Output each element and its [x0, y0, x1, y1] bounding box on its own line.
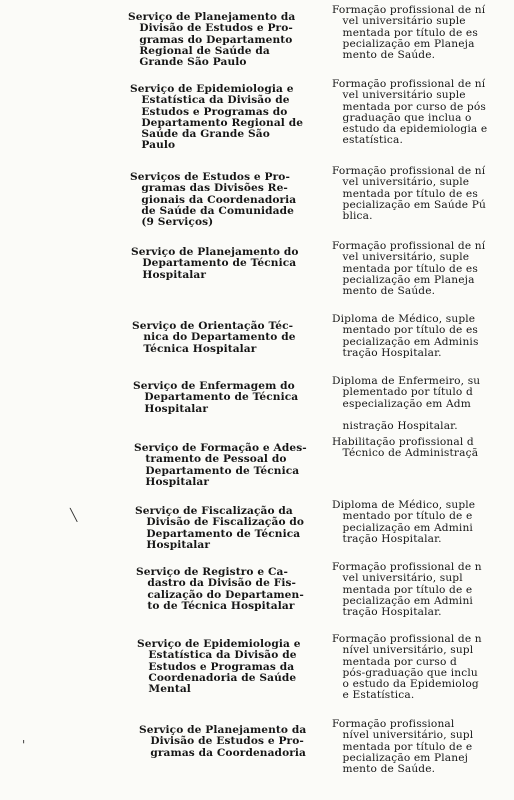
requisito-text: Formação profissional de n vel universitário, supl mentada por título de e pecialização em Admini tração Hospitalar.: [332, 561, 482, 619]
servico-name: Serviço de Planejamento da Divisão de Estudos e Pro- gramas do Departamento Regional de Saúde da Grande São Paulo: [128, 11, 296, 69]
requisito-text: Formação profissional de ní vel universitário, suple mentada por título de es pecialização em Planeja mento de Saúde.: [332, 240, 486, 298]
requisito-text: Diploma de Enfermeiro, su plementado por título d especialização em Adm nistração Hospitalar.: [332, 375, 481, 433]
requisito-text: Formação profissional de ní vel universitário suple mentada por curso de pós graduação que inclua o estudo da epidemiologia e estatística.: [332, 78, 488, 147]
servico-name: Serviço de Enfermagem do Departamento de Técnica Hospitalar: [133, 380, 299, 415]
stray-mark: ╲: [70, 508, 78, 522]
servico-name: Serviço de Planejamento da Divisão de Estudos e Pro- gramas da Coordenadoria: [139, 724, 307, 759]
requisito-text: Diploma de Médico, suple mentado por título de e pecialização em Admini tração Hospitalar.: [332, 499, 476, 545]
requisito-text: Formação profissional de ní vel universitário suple mentada por título de es pecialização em Planeja mento de Saúde.: [332, 4, 486, 62]
requisito-text: Formação profissional nível universitário, supl mentada por título de e pecialização em Planej mento de Saúde.: [332, 718, 474, 776]
servico-name: Serviço de Registro e Ca- dastro da Divisão de Fis- calização do Departamen- to de Técnica Hospitalar: [136, 566, 304, 612]
servico-name: Serviço de Planejamento do Departamento de Técnica Hospitalar: [131, 246, 299, 281]
servico-name: Serviço de Fiscalização da Divisão de Fiscalização do Departamento de Técnica Hospitalar: [135, 505, 305, 551]
requisito-text: Formação profissional de ní vel universitário, suple mentada por título de es pecialização em Saúde Pú blica.: [332, 165, 486, 223]
requisito-text: Diploma de Médico, suple mentado por título de es pecialização em Adminis tração Hospitalar.: [332, 313, 479, 359]
requisito-text: Formação profissional de n nível universitário, supl mentada por curso d pós-graduação que inclu o estudo da Epidemiolog e Estatística.: [332, 633, 482, 702]
stray-mark: ': [22, 738, 26, 752]
servico-name: Serviço de Orientação Téc- nica do Departamento de Técnica Hospitalar: [132, 320, 296, 355]
servico-name: Serviços de Estudos e Pro- gramas das Divisões Re- gionais da Coordenadoria de Saúde da Comunidade (9 Serviços): [130, 171, 297, 229]
servico-name: Serviço de Formação e Ades- tramento de Pessoal do Departamento de Técnica Hospitalar: [134, 442, 307, 488]
requisito-text: Habilitação profissional d Técnico de Administraçã: [332, 436, 479, 460]
servico-name: Serviço de Epidemiologia e Estatística da Divisão de Estudos e Programas do Departamento Regional de Saúde da Grande São Paulo: [130, 83, 304, 152]
servico-name: Serviço de Epidemiologia e Estatística da Divisão de Estudos e Programas da Coordenadoria de Saúde Mental: [137, 638, 301, 696]
